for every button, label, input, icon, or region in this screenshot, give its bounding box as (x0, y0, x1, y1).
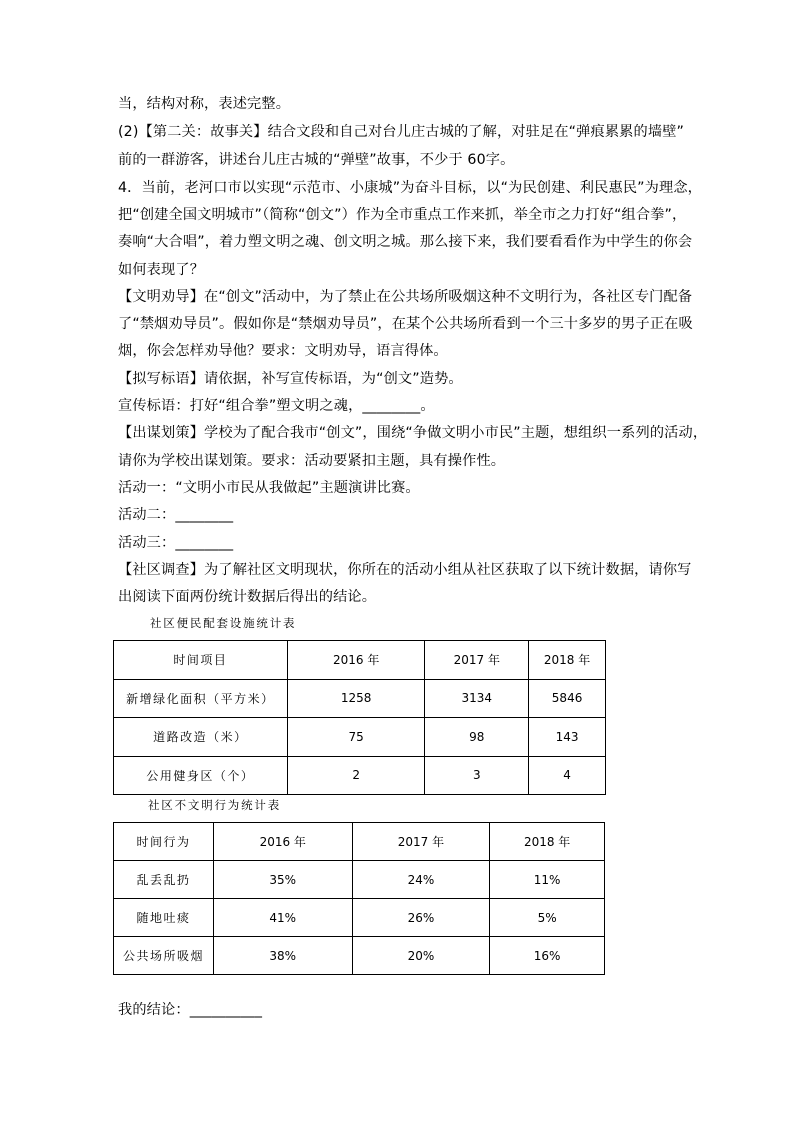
conclusion-blank: 我的结论：__________ (118, 1002, 263, 1018)
table-cell: 16% (490, 937, 605, 975)
facilities-table (113, 640, 606, 795)
table1-caption: 社区便民配套设施统计表 (150, 616, 297, 630)
table2-caption: 社区不文明行为统计表 (148, 798, 281, 812)
table-header-cell: 时间行为 (114, 823, 214, 861)
civil-guidance-line-3: 烟，你会怎样劝导他？要求：文明劝导，语言得体。 (118, 343, 448, 359)
table-header-cell: 2017 年 (352, 823, 490, 861)
planning-line-2: 请你为学校出谋划策。要求：活动要紧扣主题，具有操作性。 (118, 453, 506, 469)
table-row (114, 861, 605, 899)
table-cell: 4 (529, 756, 606, 795)
table-row-label: 公用健身区（个） (114, 756, 288, 795)
activity-3: 活动三：________ (118, 535, 234, 551)
table-header-cell: 2016 年 (213, 823, 352, 861)
table-row (114, 937, 605, 975)
activity-2: 活动二：________ (118, 507, 234, 523)
planning-line-1: 【出谋划策】学校为了配合我市“创文”，围绕“争做文明小市民”主题，想组织一系列的活动， (118, 425, 708, 441)
survey-line-1: 【社区调查】为了解社区文明现状，你所在的活动小组从社区获取了以下统计数据，请你写 (118, 562, 692, 578)
text-line-1: 当，结构对称，表述完整。 (118, 96, 291, 112)
table-header-cell: 2016 年 (287, 641, 425, 680)
table-cell: 24% (352, 861, 490, 899)
table-row (114, 899, 605, 937)
table-row-label: 乱丢乱扔 (114, 861, 214, 899)
question-4-line-1: 4．当前，老河口市以实现“示范市、小康城”为奋斗目标，以“为民创建、利民惠民”为理念， (118, 180, 703, 196)
table-cell: 3134 (425, 679, 529, 718)
question-4-line-4: 如何表现了？ (118, 262, 205, 278)
table-cell: 1258 (287, 679, 425, 718)
slogan-blank: 宣传标语：打好“组合拳”塑文明之魂，________。 (118, 398, 435, 414)
uncivil-behavior-table (113, 822, 605, 975)
table-cell: 11% (490, 861, 605, 899)
table-cell: 35% (213, 861, 352, 899)
table-cell: 20% (352, 937, 490, 975)
table-header-row (114, 823, 605, 861)
table-cell: 3 (425, 756, 529, 795)
table-row-label: 新增绿化面积（平方米） (114, 679, 288, 718)
table-row-label: 公共场所吸烟 (114, 937, 214, 975)
question-4-line-3: 奏响“大合唱”，着力塑文明之魂、创文明之城。那么接下来，我们要看看作为中学生的你会 (118, 234, 693, 250)
survey-line-2: 出阅读下面两份统计数据后得出的结论。 (118, 589, 377, 605)
question-4-line-2: 把“创建全国文明城市”（简称“创文”）作为全市重点工作来抓，举全市之力打好“组合拳”， (118, 207, 687, 223)
table-header-cell: 时间项目 (114, 641, 288, 680)
table-cell: 98 (425, 718, 529, 757)
table-cell: 75 (287, 718, 425, 757)
table-row-label: 道路改造（米） (114, 718, 288, 757)
civil-guidance-line-2: 了“禁烟劝导员”。假如你是“禁烟劝导员”，在某个公共场所看到一个三十多岁的男子正在吸 (118, 316, 693, 332)
table-row-label: 随地吐痰 (114, 899, 214, 937)
table-cell: 38% (213, 937, 352, 975)
civil-guidance-line-1: 【文明劝导】在“创文”活动中，为了禁止在公共场所吸烟这种不文明行为，各社区专门配备 (118, 289, 693, 305)
table-cell: 143 (529, 718, 606, 757)
table-header-cell: 2018 年 (529, 641, 606, 680)
activity-1: 活动一：“文明小市民从我做起”主题演讲比赛。 (118, 480, 420, 496)
table-cell: 41% (213, 899, 352, 937)
slogan-instruction: 【拟写标语】请依据，补写宣传标语，为“创文”造势。 (118, 371, 463, 387)
question-2-line-1: (2)【第二关：故事关】结合文段和自己对台儿庄古城的了解，对驻足在“弹痕累累的墙壁” (118, 124, 685, 140)
table-cell: 2 (287, 756, 425, 795)
table-row (114, 718, 606, 757)
table-row (114, 679, 606, 718)
table-row (114, 756, 606, 795)
table-header-row (114, 641, 606, 680)
table-cell: 5% (490, 899, 605, 937)
table-cell: 26% (352, 899, 490, 937)
table-cell: 5846 (529, 679, 606, 718)
table-header-cell: 2017 年 (425, 641, 529, 680)
question-2-line-2: 前的一群游客，讲述台儿庄古城的“弹壁”故事，不少于 60字。 (118, 152, 515, 168)
table-header-cell: 2018 年 (490, 823, 605, 861)
